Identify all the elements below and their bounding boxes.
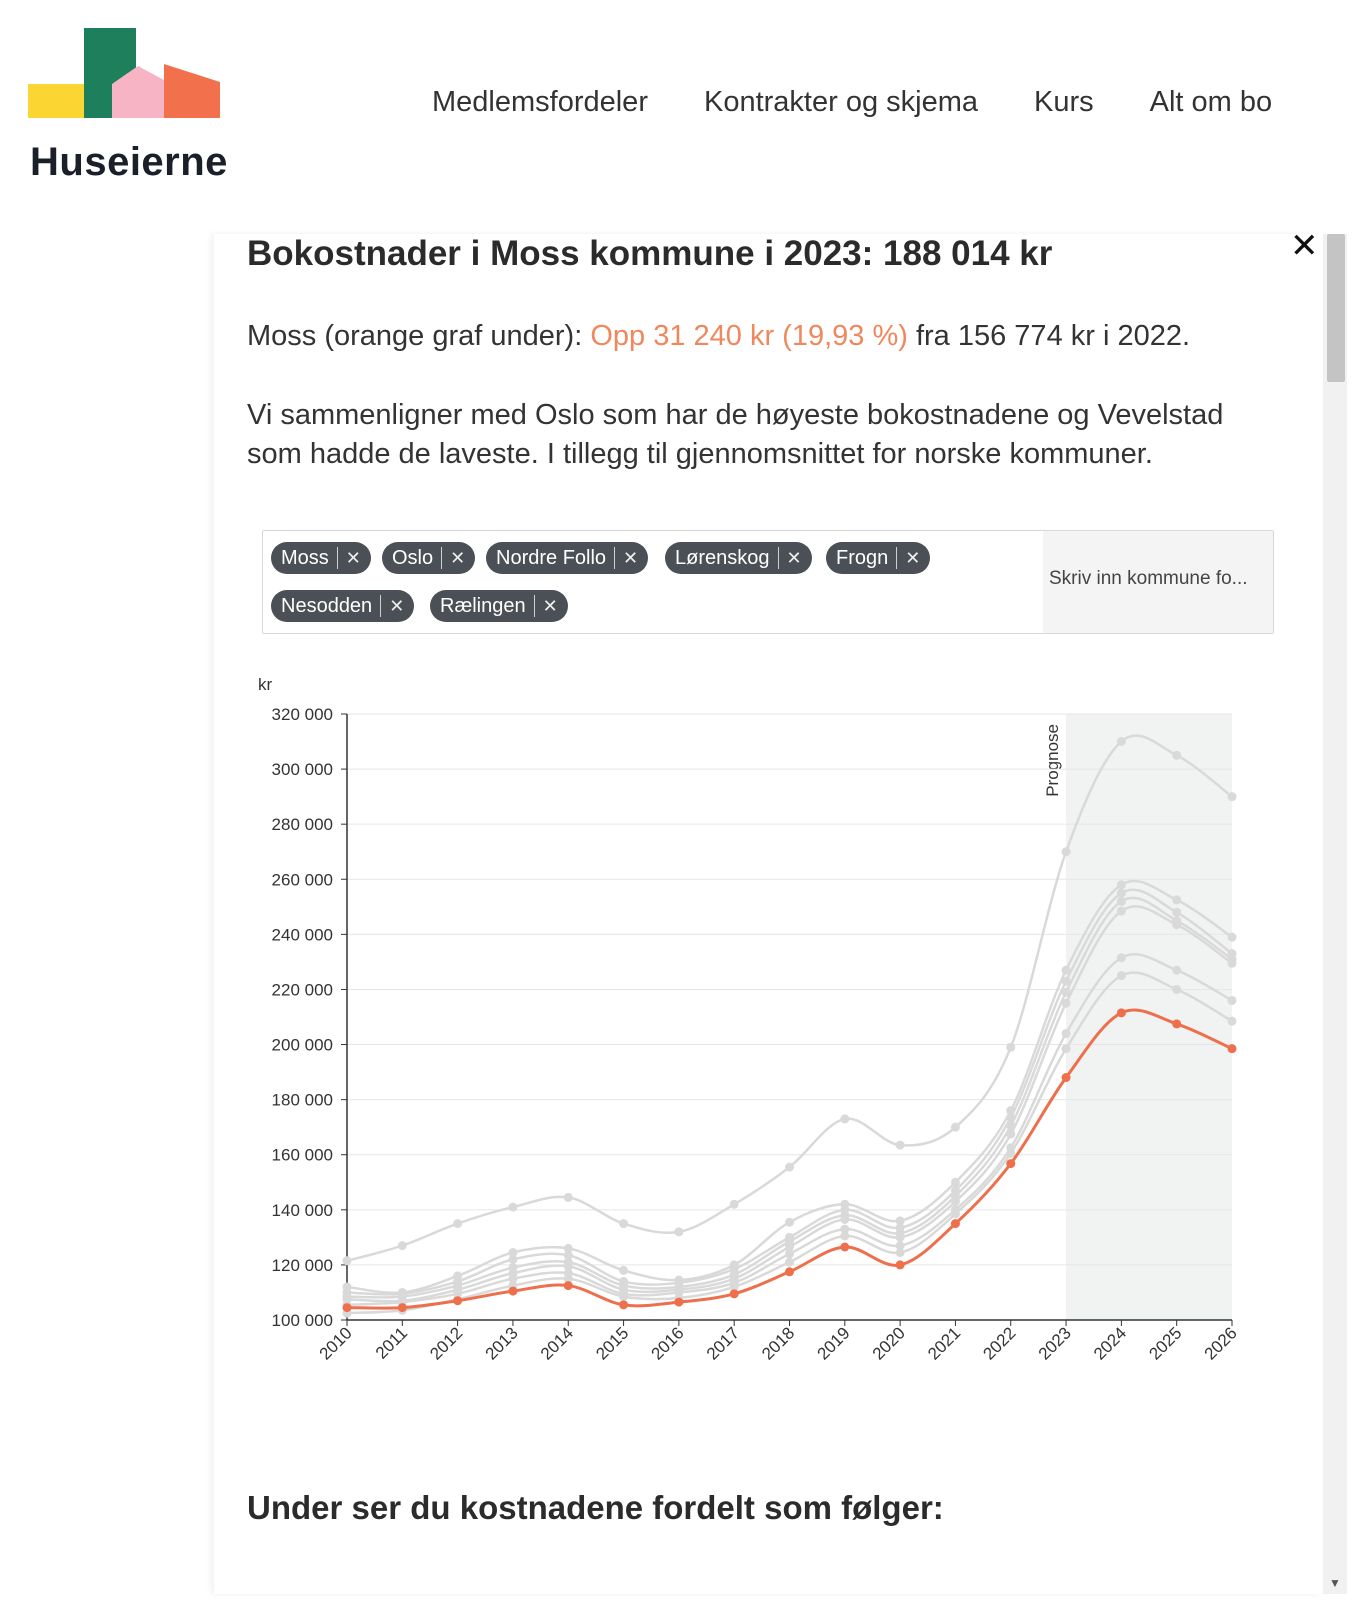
tag-label: Lørenskog <box>675 547 770 569</box>
close-icon[interactable]: ✕ <box>1290 227 1319 265</box>
remove-tag-icon[interactable]: ✕ <box>542 596 558 616</box>
tag-label: Nesodden <box>281 595 373 617</box>
x-tick-label: 2021 <box>924 1323 965 1364</box>
data-point-oslo <box>1228 792 1237 801</box>
nav-item-kontrakter[interactable]: Kontrakter og skjema <box>703 86 978 118</box>
data-point-oslo <box>619 1219 628 1228</box>
x-tick-label: 2025 <box>1145 1323 1186 1364</box>
x-tick-label: 2010 <box>315 1323 356 1364</box>
data-point-nesodden <box>1006 1130 1015 1139</box>
data-point-moss <box>1172 1019 1181 1028</box>
cost-modal <box>214 227 1341 1594</box>
y-tick-label: 140 000 <box>271 1200 333 1220</box>
scrollbar-thumb[interactable] <box>1327 234 1345 382</box>
data-point-nordre-follo <box>785 1218 794 1227</box>
scroll-down-icon[interactable]: ▼ <box>1329 1576 1341 1590</box>
data-point-nordre-follo <box>1228 933 1237 942</box>
data-point-frogn <box>1117 897 1126 906</box>
data-point-moss <box>951 1219 960 1228</box>
cost-line-chart <box>242 664 1282 1394</box>
data-point-moss <box>785 1267 794 1276</box>
tag-divider <box>337 547 338 569</box>
logo-mark-icon <box>28 28 228 128</box>
data-point-average <box>1228 1017 1237 1026</box>
nav-item-kurs[interactable]: Kurs <box>1034 86 1094 118</box>
data-point-average <box>1006 1149 1015 1158</box>
main-nav <box>432 86 1272 119</box>
data-point-nordre-follo <box>619 1266 628 1275</box>
data-point-oslo <box>785 1163 794 1172</box>
x-tick-label: 2019 <box>813 1323 854 1364</box>
data-point-moss <box>1062 1073 1071 1082</box>
data-point-nesodden <box>1117 906 1126 915</box>
description: Vi sammenligner med Oslo som har de høyeste bokostnadene og Vevelstad som hadde de laveste. I tillegg til gjennomsnittet for norske kommuner. <box>247 399 1224 470</box>
data-point-oslo <box>840 1114 849 1123</box>
y-tick-label: 220 000 <box>271 980 333 1000</box>
tag-divider <box>534 595 535 617</box>
data-point-nesodden <box>896 1233 905 1242</box>
tag-input-area <box>1043 531 1273 633</box>
data-point-r-lingen <box>1117 953 1126 962</box>
data-point-average <box>619 1292 628 1301</box>
y-tick-label: 320 000 <box>271 705 333 724</box>
data-point-l-renskog <box>508 1255 517 1264</box>
tag-raelingen <box>430 590 568 622</box>
data-point-moss <box>508 1287 517 1296</box>
remove-tag-icon[interactable]: ✕ <box>389 596 405 616</box>
y-tick-label: 120 000 <box>271 1255 333 1275</box>
tag-divider <box>896 547 897 569</box>
municipality-selector[interactable] <box>262 530 1274 634</box>
y-tick-label: 280 000 <box>271 815 333 835</box>
tag-divider <box>441 547 442 569</box>
summary-suffix: fra 156 774 kr i 2022. <box>907 320 1191 352</box>
nav-item-medlemsfordeler[interactable]: Medlemsfordeler <box>432 86 648 118</box>
nav-item-alt-om-bolig[interactable]: Alt om bo <box>1149 86 1273 118</box>
y-tick-label: 240 000 <box>271 925 333 945</box>
data-point-oslo <box>343 1256 352 1265</box>
data-point-moss <box>453 1296 462 1305</box>
remove-tag-icon[interactable]: ✕ <box>905 548 921 568</box>
y-tick-label: 200 000 <box>271 1035 333 1055</box>
data-point-l-renskog <box>1117 889 1126 898</box>
data-point-nesodden <box>1062 999 1071 1008</box>
summary-prefix: Moss (orange graf under): <box>247 320 591 352</box>
data-point-moss <box>1006 1159 1015 1168</box>
data-point-moss <box>674 1298 683 1307</box>
remove-tag-icon[interactable]: ✕ <box>623 548 639 568</box>
data-point-r-lingen <box>1062 1029 1071 1038</box>
data-point-average <box>896 1248 905 1257</box>
y-tick-label: 260 000 <box>271 870 333 890</box>
tag-frogn <box>826 542 930 574</box>
data-point-r-lingen <box>785 1249 794 1258</box>
forecast-band <box>1066 714 1232 1320</box>
summary-text <box>247 320 1190 353</box>
data-point-oslo <box>564 1193 573 1202</box>
x-tick-label: 2016 <box>647 1323 688 1364</box>
x-tick-label: 2011 <box>371 1323 412 1363</box>
data-point-nesodden <box>1172 920 1181 929</box>
logo[interactable] <box>28 28 248 188</box>
tag-label: Frogn <box>836 547 889 569</box>
y-axis-label: kr <box>258 675 273 694</box>
data-point-moss <box>619 1300 628 1309</box>
x-tick-label: 2012 <box>426 1323 467 1364</box>
tag-label: Nordre Follo <box>496 547 607 569</box>
data-point-nordre-follo <box>951 1178 960 1187</box>
logo-text: Huseierne <box>30 140 228 184</box>
summary-change: Opp 31 240 kr (19,93 %) <box>590 320 908 352</box>
data-point-moss <box>1228 1044 1237 1053</box>
x-tick-label: 2013 <box>481 1323 522 1364</box>
tag-divider <box>614 547 615 569</box>
x-tick-label: 2024 <box>1090 1323 1131 1364</box>
data-point-moss <box>896 1260 905 1269</box>
data-point-r-lingen <box>1172 966 1181 975</box>
site-header <box>0 0 1353 232</box>
tag-label: Rælingen <box>440 595 526 617</box>
data-point-oslo <box>674 1227 683 1236</box>
forecast-label: Prognose <box>1043 724 1063 797</box>
page-background <box>0 232 214 1600</box>
y-tick-label: 300 000 <box>271 760 333 780</box>
modal-scrollbar[interactable] <box>1323 234 1347 1594</box>
data-point-nesodden <box>951 1197 960 1206</box>
remove-tag-icon[interactable]: ✕ <box>450 548 466 568</box>
data-point-oslo <box>896 1141 905 1150</box>
data-point-l-renskog <box>1172 908 1181 917</box>
data-point-oslo <box>508 1203 517 1212</box>
data-point-r-lingen <box>1228 996 1237 1005</box>
remove-tag-icon[interactable]: ✕ <box>786 548 802 568</box>
data-point-oslo <box>398 1241 407 1250</box>
data-point-oslo <box>1062 847 1071 856</box>
data-point-nesodden <box>840 1215 849 1224</box>
x-tick-label: 2014 <box>536 1323 578 1364</box>
tag-lorenskog <box>665 542 812 574</box>
data-point-nordre-follo <box>1172 895 1181 904</box>
tag-oslo <box>382 542 475 574</box>
data-point-average <box>951 1209 960 1218</box>
x-tick-label: 2026 <box>1200 1323 1241 1364</box>
x-tick-label: 2018 <box>758 1323 799 1364</box>
tag-label: Oslo <box>392 547 434 569</box>
data-point-moss <box>730 1289 739 1298</box>
data-point-oslo <box>453 1219 462 1228</box>
x-tick-label: 2017 <box>702 1323 744 1364</box>
x-tick-label: 2020 <box>868 1323 909 1364</box>
x-tick-label: 2023 <box>1034 1323 1075 1364</box>
tag-divider <box>778 547 779 569</box>
breakdown-heading: Under ser du kostnadene fordelt som følger: <box>247 1489 944 1526</box>
tag-nesodden <box>271 590 414 622</box>
data-point-nesodden <box>1228 959 1237 968</box>
tag-nordre-follo <box>486 542 648 574</box>
modal-title: Bokostnader i Moss kommune i 2023: 188 014 kr <box>247 234 1053 273</box>
data-point-moss <box>343 1303 352 1312</box>
data-point-average <box>785 1258 794 1267</box>
y-tick-label: 160 000 <box>271 1145 333 1165</box>
data-point-oslo <box>951 1123 960 1132</box>
data-point-oslo <box>730 1200 739 1209</box>
tag-divider <box>380 595 381 617</box>
municipality-search-input[interactable] <box>1047 567 1273 591</box>
data-point-average <box>1172 985 1181 994</box>
x-tick-label: 2015 <box>592 1323 633 1364</box>
data-point-average <box>840 1231 849 1240</box>
data-point-oslo <box>1117 737 1126 746</box>
x-tick-label: 2022 <box>979 1323 1020 1364</box>
y-tick-label: 100 000 <box>271 1311 333 1330</box>
remove-tag-icon[interactable]: ✕ <box>345 548 361 568</box>
tag-moss <box>271 542 371 574</box>
data-point-moss <box>840 1243 849 1252</box>
data-point-moss <box>564 1281 573 1290</box>
data-point-oslo <box>1006 1043 1015 1052</box>
data-point-average <box>1117 971 1126 980</box>
y-tick-label: 180 000 <box>271 1090 333 1110</box>
data-point-moss <box>398 1303 407 1312</box>
data-point-average <box>1062 1044 1071 1053</box>
data-point-moss <box>1117 1008 1126 1017</box>
data-point-nordre-follo <box>1117 880 1126 889</box>
data-point-oslo <box>1172 751 1181 760</box>
tag-label: Moss <box>281 547 329 569</box>
